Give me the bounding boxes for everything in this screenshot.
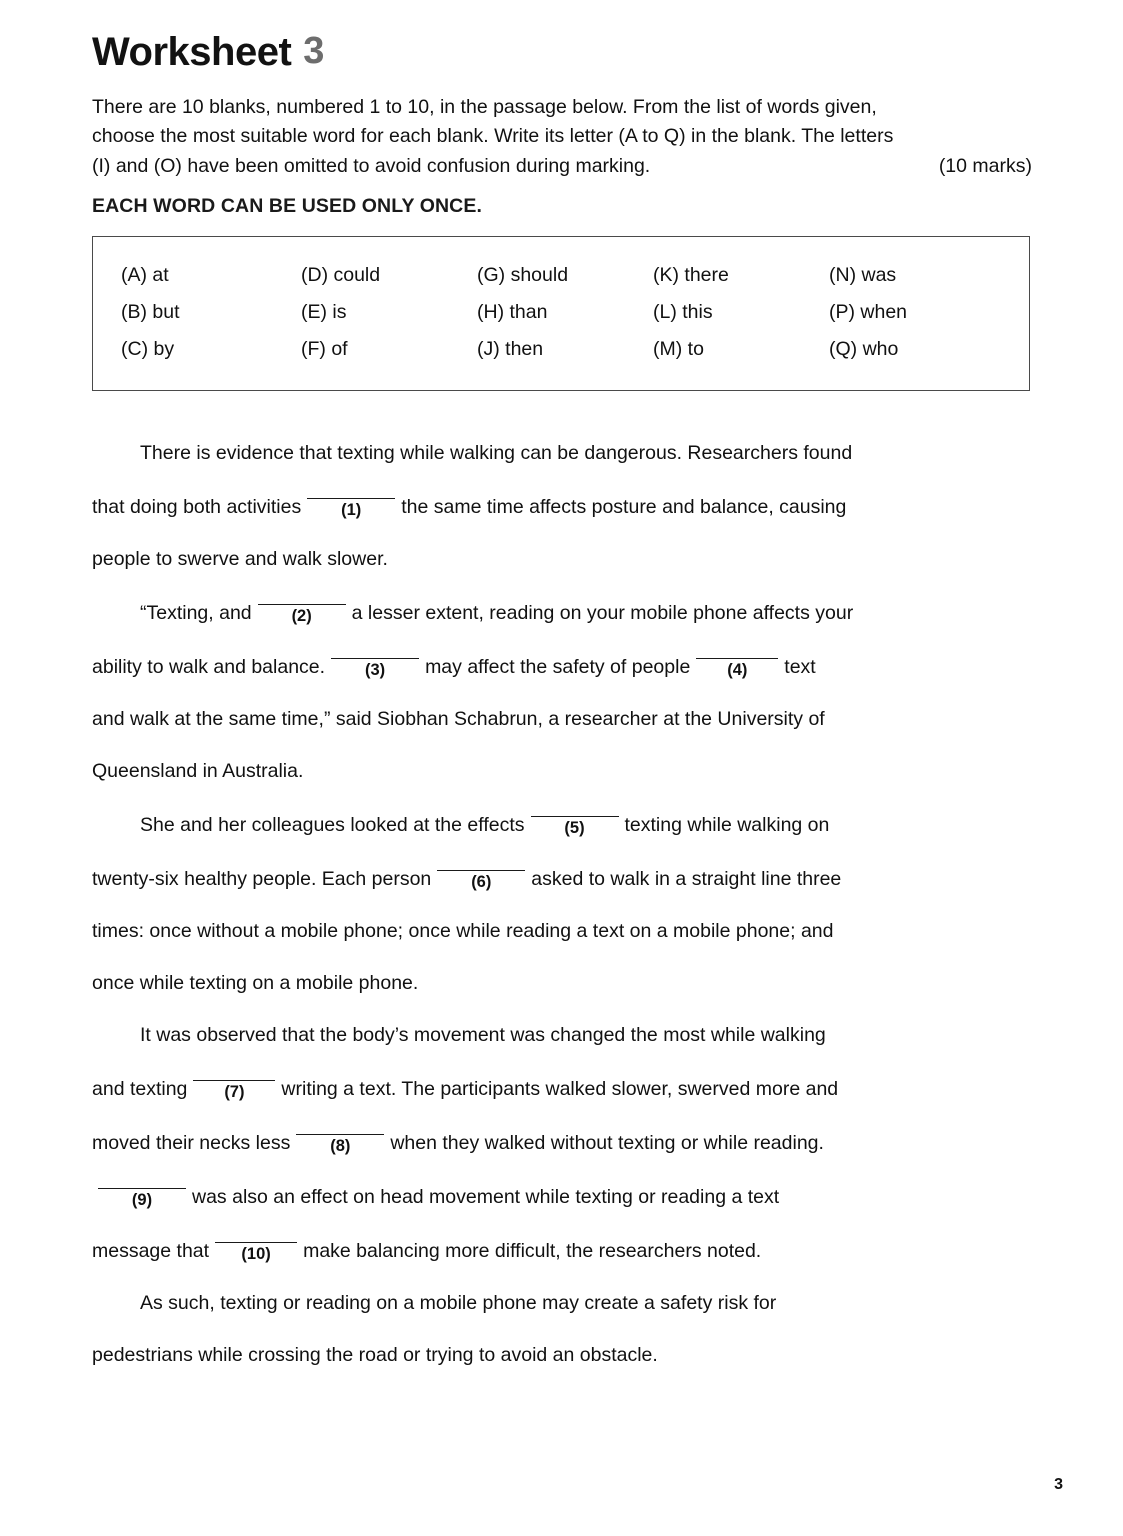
passage-text: She and her colleagues looked at the effects bbox=[140, 813, 525, 836]
word-option: (N) was bbox=[829, 263, 897, 286]
blank-rule bbox=[437, 870, 525, 871]
word-option: (E) is bbox=[301, 300, 347, 323]
blank-number: (7) bbox=[224, 1083, 245, 1102]
blank-rule bbox=[531, 816, 619, 817]
word-option: (P) when bbox=[829, 300, 908, 323]
instructions-line-3 bbox=[92, 152, 1032, 181]
word-option: (K) there bbox=[653, 263, 729, 286]
blank-rule bbox=[98, 1188, 186, 1189]
passage-line bbox=[92, 571, 1032, 625]
paragraph-3 bbox=[92, 783, 1032, 995]
blank-number: (10) bbox=[241, 1245, 271, 1264]
passage-text: a lesser extent, reading on your mobile phone affects your bbox=[351, 601, 854, 624]
instructions-emphasis: EACH WORD CAN BE USED ONLY ONCE. bbox=[92, 194, 482, 217]
blank-rule bbox=[307, 498, 395, 499]
blank-rule bbox=[215, 1242, 297, 1243]
passage-text: make balancing more difficult, the researchers noted. bbox=[303, 1239, 762, 1262]
passage-text: and walk at the same time,” said Siobhan Schabrun, a researcher at the University of bbox=[92, 707, 825, 730]
passage-line bbox=[92, 625, 1032, 679]
word-bank-row bbox=[93, 331, 1029, 368]
blank-number: (4) bbox=[727, 661, 748, 680]
passage bbox=[92, 413, 1032, 1367]
blank-rule bbox=[296, 1134, 384, 1135]
passage-text: There is evidence that texting while walking can be dangerous. Researchers found bbox=[140, 441, 853, 464]
passage-text: and texting bbox=[92, 1077, 188, 1100]
paragraph-2 bbox=[92, 571, 1032, 783]
instructions-line-2: choose the most suitable word for each blank. Write its letter (A to Q) in the blank. The letters bbox=[92, 125, 894, 148]
instructions-line-1: There are 10 blanks, numbered 1 to 10, in the passage below. From the list of words given, bbox=[92, 96, 877, 118]
passage-text: once while texting on a mobile phone. bbox=[92, 971, 419, 994]
paragraph-1 bbox=[92, 413, 1032, 571]
passage-text: when they walked without texting or while reading. bbox=[390, 1131, 824, 1154]
blank-rule bbox=[696, 658, 778, 659]
answer-blank-5[interactable] bbox=[529, 816, 621, 837]
passage-text: “Texting, and bbox=[140, 601, 252, 624]
passage-line bbox=[92, 1155, 1032, 1209]
instructions-block bbox=[92, 93, 1032, 181]
blank-number: (3) bbox=[364, 661, 386, 680]
answer-blank-1[interactable] bbox=[305, 498, 397, 519]
blank-number: (5) bbox=[564, 819, 585, 838]
passage-line bbox=[92, 519, 1032, 571]
blank-number: (8) bbox=[330, 1137, 351, 1156]
passage-text: was also an effect on head movement while texting or reading a text bbox=[192, 1185, 780, 1208]
passage-text: asked to walk in a straight line three bbox=[531, 867, 842, 890]
passage-text: message that bbox=[92, 1239, 210, 1262]
page-content bbox=[92, 30, 1032, 1367]
passage-line bbox=[92, 1047, 1032, 1101]
passage-line bbox=[92, 783, 1032, 837]
paragraph-4 bbox=[92, 995, 1032, 1263]
word-option: (J) then bbox=[477, 337, 544, 360]
passage-line bbox=[92, 891, 1032, 943]
word-option: (M) to bbox=[653, 337, 704, 360]
passage-text: text bbox=[784, 655, 816, 678]
answer-blank-7[interactable] bbox=[191, 1080, 277, 1101]
passage-line bbox=[92, 731, 1032, 783]
answer-blank-2[interactable] bbox=[256, 604, 348, 625]
word-option: (G) should bbox=[477, 263, 569, 286]
word-option: (B) but bbox=[121, 300, 180, 323]
blank-rule bbox=[258, 604, 346, 605]
word-option: (H) than bbox=[477, 300, 548, 323]
answer-blank-6[interactable] bbox=[435, 870, 527, 891]
passage-line bbox=[92, 679, 1032, 731]
passage-line bbox=[92, 413, 1032, 465]
word-bank bbox=[92, 236, 1030, 391]
passage-text: ability to walk and balance. bbox=[92, 655, 326, 678]
blank-number: (9) bbox=[131, 1191, 153, 1210]
passage-text: writing a text. The participants walked slower, swerved more and bbox=[281, 1077, 839, 1100]
passage-text: the same time affects posture and balance, causing bbox=[401, 495, 847, 518]
answer-blank-4[interactable] bbox=[694, 658, 780, 679]
passage-text: texting while walking on bbox=[624, 813, 830, 836]
answer-blank-8[interactable] bbox=[294, 1134, 386, 1155]
word-option: (D) could bbox=[301, 263, 381, 286]
paragraph-5 bbox=[92, 1263, 1032, 1367]
answer-blank-9[interactable] bbox=[96, 1188, 188, 1209]
blank-rule bbox=[193, 1080, 275, 1081]
word-option: (L) this bbox=[653, 300, 713, 323]
page-number: 3 bbox=[1054, 1476, 1063, 1493]
title-label: Worksheet bbox=[92, 30, 292, 74]
passage-line bbox=[92, 465, 1032, 519]
passage-line bbox=[92, 1209, 1032, 1263]
passage-text: moved their necks less bbox=[92, 1131, 291, 1154]
word-option: (Q) who bbox=[829, 337, 899, 360]
answer-blank-3[interactable] bbox=[329, 658, 421, 679]
blank-number: (2) bbox=[291, 607, 312, 626]
instructions-line-3-text: (I) and (O) have been omitted to avoid confusion during marking. bbox=[92, 154, 651, 177]
passage-text: Queensland in Australia. bbox=[92, 759, 304, 782]
page-title bbox=[92, 30, 1032, 75]
passage-text: that doing both activities bbox=[92, 495, 302, 518]
passage-line bbox=[92, 995, 1032, 1047]
passage-text: times: once without a mobile phone; once while reading a text on a mobile phone; and bbox=[92, 919, 834, 942]
passage-text: may affect the safety of people bbox=[425, 655, 691, 678]
passage-line bbox=[92, 1315, 1032, 1367]
passage-text: It was observed that the body’s movement was changed the most while walking bbox=[140, 1023, 826, 1046]
blank-rule bbox=[331, 658, 419, 659]
passage-line bbox=[92, 1263, 1032, 1315]
passage-line bbox=[92, 1101, 1032, 1155]
blank-number: (1) bbox=[341, 501, 362, 520]
passage-text: twenty-six healthy people. Each person bbox=[92, 867, 432, 890]
word-bank-row bbox=[93, 257, 1029, 294]
answer-blank-10[interactable] bbox=[213, 1242, 299, 1263]
word-bank-row bbox=[93, 294, 1029, 331]
word-option: (F) of bbox=[301, 337, 348, 360]
blank-number: (6) bbox=[471, 873, 492, 892]
word-option: (A) at bbox=[121, 263, 169, 286]
word-option: (C) by bbox=[121, 337, 175, 360]
passage-line bbox=[92, 943, 1032, 995]
passage-text: As such, texting or reading on a mobile phone may create a safety risk for bbox=[140, 1291, 777, 1314]
passage-line bbox=[92, 837, 1032, 891]
passage-text: people to swerve and walk slower. bbox=[92, 547, 388, 570]
marks-label: (10 marks) bbox=[938, 154, 1032, 177]
worksheet-number: 3 bbox=[303, 29, 325, 72]
passage-text: pedestrians while crossing the road or trying to avoid an obstacle. bbox=[92, 1343, 658, 1366]
